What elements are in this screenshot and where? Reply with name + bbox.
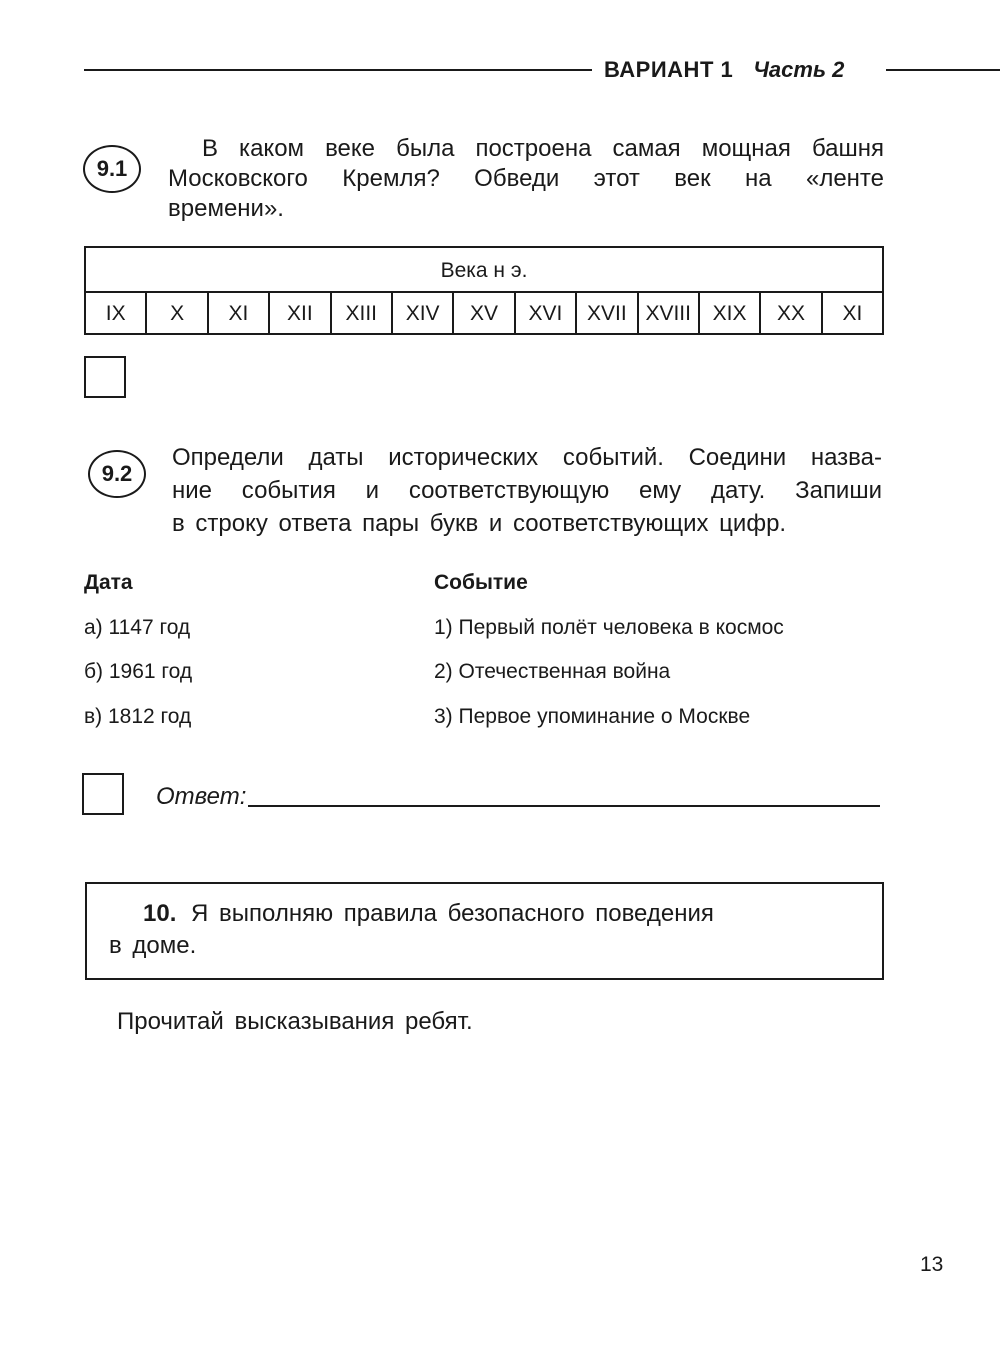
header-rule-right — [886, 69, 1000, 71]
task-9-2-line: в строку ответа пары букв и соответствующих цифр. — [172, 510, 787, 537]
task-10-number: 10. — [143, 900, 177, 927]
century-cell[interactable]: XX — [761, 293, 822, 335]
part-label: Часть 2 — [753, 57, 845, 82]
task-9-1-score-box[interactable] — [84, 356, 126, 398]
task-10-line: в доме. — [109, 932, 197, 959]
century-cell[interactable]: XII — [270, 293, 331, 335]
event-item: 2) Отечественная война — [434, 660, 671, 683]
task-10-text — [109, 898, 781, 962]
task-10-box — [85, 882, 884, 980]
date-item: а) 1147 год — [84, 616, 191, 639]
century-cell[interactable]: X — [147, 293, 208, 335]
task-9-1-line: Московского Кремля? Обведи этот век на «ленте — [168, 165, 884, 192]
century-cell[interactable]: XVI — [516, 293, 577, 335]
header-title — [604, 56, 844, 84]
task-10-prompt: Прочитай высказывания ребят. — [117, 1008, 473, 1035]
event-item: 1) Первый полёт человека в космос — [434, 616, 784, 639]
date-item: б) 1961 год — [84, 660, 193, 683]
century-table-header: Века н э. — [86, 248, 882, 293]
century-cell[interactable]: XI — [209, 293, 270, 335]
century-cell[interactable]: XVII — [577, 293, 638, 335]
dates-column-header: Дата — [84, 571, 133, 594]
events-column-header: Событие — [434, 571, 528, 594]
century-cell[interactable]: XIX — [700, 293, 761, 335]
task-10-line: Я выполняю правила безопасного поведения — [191, 900, 714, 927]
answer-label: Ответ: — [156, 783, 247, 810]
task-9-2-number: 9.2 — [88, 450, 146, 498]
answer-input-line[interactable] — [248, 805, 880, 807]
variant-label: ВАРИАНТ 1 — [604, 57, 734, 82]
task-9-2-line: ние события и соответствующую ему дату. Запиши — [172, 477, 882, 504]
century-cell[interactable]: XIII — [332, 293, 393, 335]
event-item: 3) Первое упоминание о Москве — [434, 705, 751, 728]
task-9-2-text — [172, 441, 882, 540]
century-timeline-table — [84, 246, 884, 335]
century-cell[interactable]: IX — [86, 293, 147, 335]
task-9-1-line: В каком веке была построена самая мощная башня — [202, 135, 884, 162]
page-number: 13 — [920, 1253, 944, 1276]
task-9-1-line: времени». — [168, 195, 284, 222]
century-cell[interactable]: XIV — [393, 293, 454, 335]
century-cell[interactable]: XVIII — [639, 293, 700, 335]
century-cell[interactable]: XV — [454, 293, 515, 335]
task-9-1-text — [168, 134, 884, 224]
date-item: в) 1812 год — [84, 705, 192, 728]
task-9-2-score-box[interactable] — [82, 773, 124, 815]
century-cell[interactable]: XI — [842, 302, 863, 325]
century-row — [86, 293, 882, 335]
task-9-2-line: Определи даты исторических событий. Соедини назва- — [172, 444, 882, 471]
task-9-1-number: 9.1 — [83, 145, 141, 193]
header-rule-left — [84, 69, 592, 71]
